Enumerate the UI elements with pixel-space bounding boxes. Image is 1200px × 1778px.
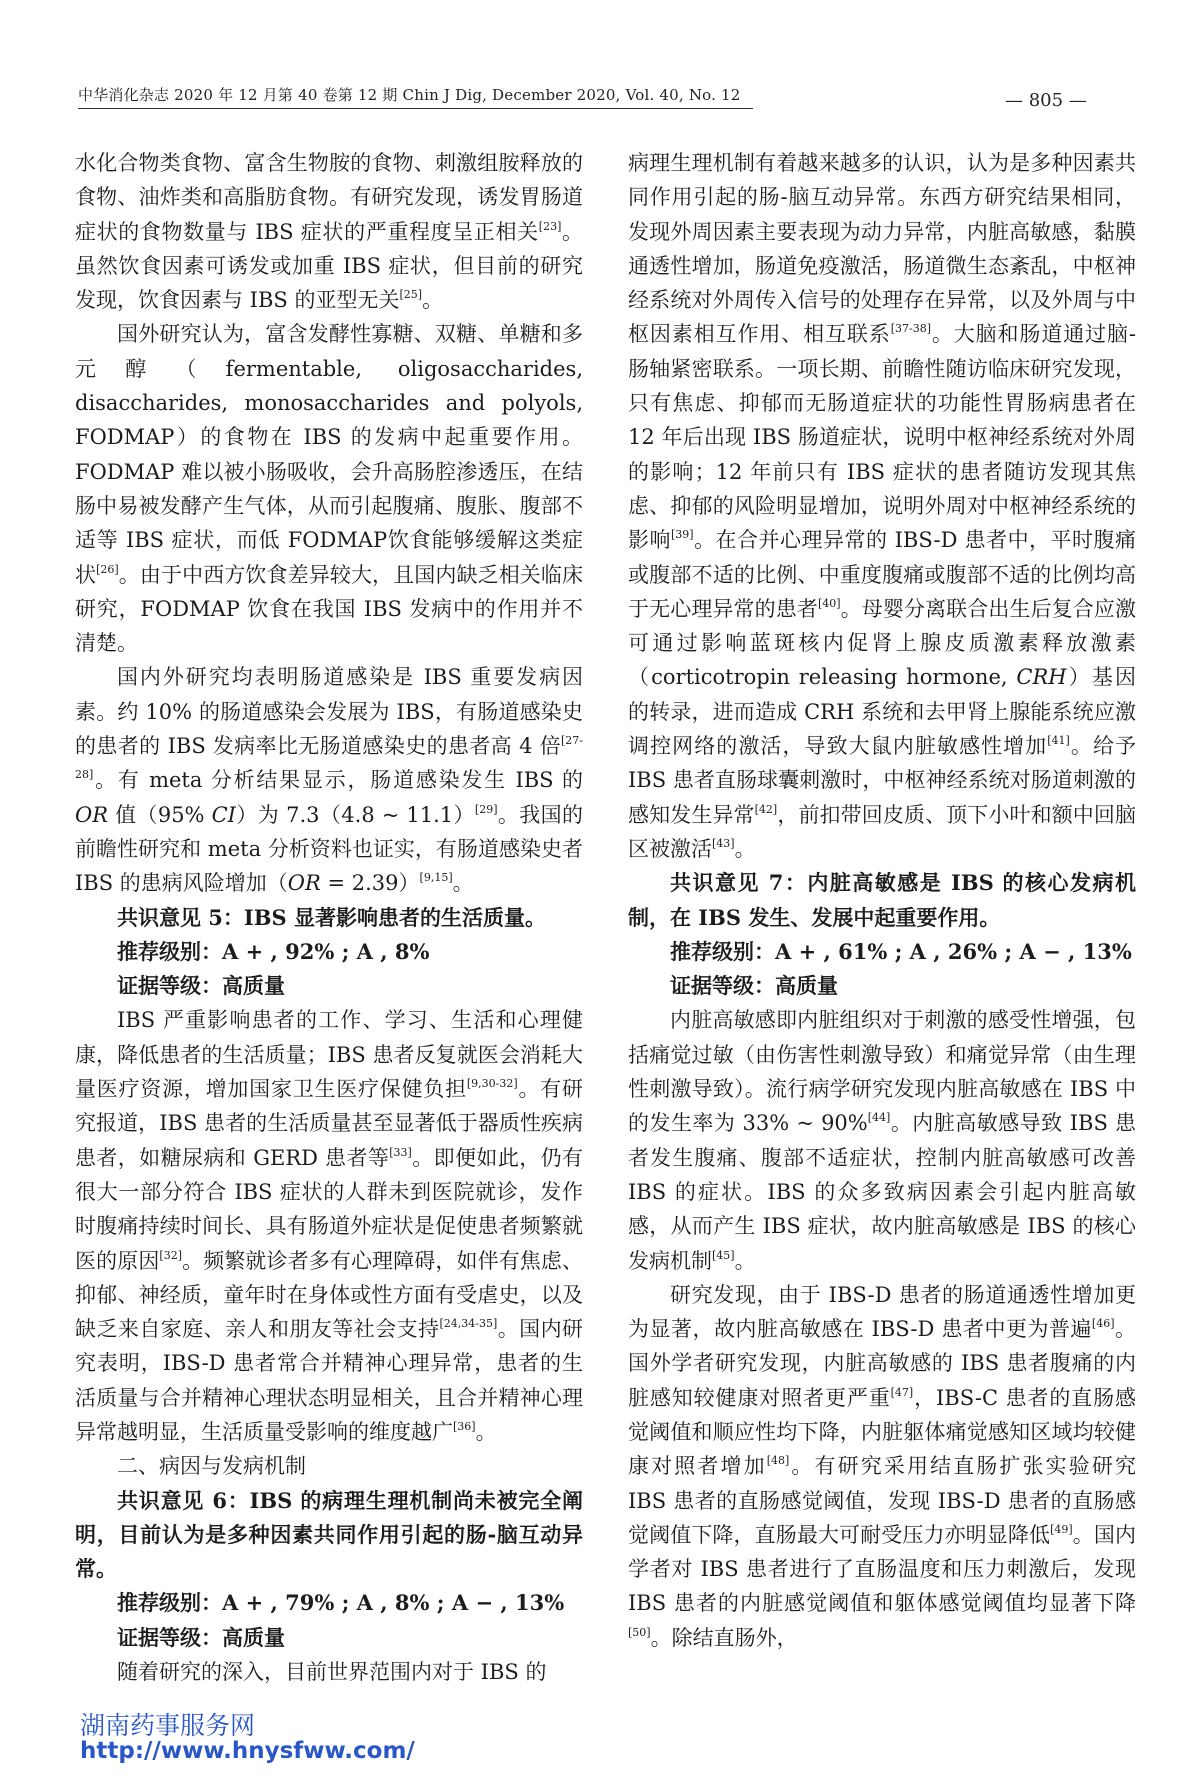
- text-run: 病理生理机制有着越来越多的认识，认为是多种因素共同作用引起的肠-脑互动异常。东西方研究结果相同，发现外周因素主要表现为动力异常，内脏高敏感，黏膜通透性增加，肠道免疫激活，肠道微生态紊乱，中枢神经系统对外周传入信号的处理存在异常，以及外周与中枢因素相互作用、相互联系: [628, 151, 1136, 347]
- page-number: — 805 —: [1005, 90, 1087, 111]
- citation-ref: [46]: [1091, 1317, 1115, 1331]
- citation-ref: [24,34-35]: [439, 1317, 498, 1331]
- text-run: 推荐级别：A + , 61% ; A , 26% ; A − , 13%: [670, 938, 1132, 964]
- text-run: 。虽然饮食因素可诱发或加重 IBS 症状，但目前的研究发现，饮食因素与 IBS 的亚型无关: [75, 219, 584, 313]
- text-run: 随着研究的深入，目前世界范围内对于 IBS 的: [117, 1660, 547, 1685]
- citation-ref: [26]: [96, 562, 119, 576]
- citation-ref: [45]: [712, 1248, 735, 1262]
- citation-ref: [23]: [538, 219, 562, 233]
- paragraph: [75, 1449, 583, 1483]
- citation-ref: [33]: [389, 1145, 412, 1159]
- italic-term: CI: [211, 802, 236, 827]
- text-run: ，IBS-C 患者的直肠感觉阈值和顺应性均下降，内脏躯体痛觉感知区域均较健康对照者增加: [628, 1385, 1136, 1479]
- citation-ref: [32]: [159, 1248, 183, 1262]
- running-header: 中华消化杂志 2020 年 12 月第 40 卷第 12 期 Chin J Dig, December 2020, Vol. 40, No. 12: [78, 86, 741, 104]
- text-run: 证据等级：高质量: [670, 973, 838, 999]
- watermark-site-name: 湖南药事服务网: [80, 1711, 256, 1740]
- text-run: 证据等级：高质量: [117, 973, 285, 999]
- text-run: 共识意见 6：IBS 的病理生理机制尚未被完全阐明，目前认为是多种因素共同作用引起的肠-脑互动异常。: [75, 1487, 583, 1582]
- text-run: 。由于中西方饮食差异较大，且国内缺乏相关临床研究，FODMAP 饮食在我国 IBS 发病中的作用并不清楚。: [75, 562, 584, 656]
- text-run: 。: [475, 1419, 497, 1444]
- text-run: ，前扣带回皮质、顶下小叶和额中回脑区被激活: [628, 802, 1137, 861]
- paragraph: [628, 146, 1136, 866]
- text-run: 证据等级：高质量: [117, 1624, 285, 1650]
- citation-ref: [43]: [712, 836, 735, 850]
- paragraph: [628, 1003, 1136, 1277]
- header-rule: [78, 108, 753, 109]
- text-run: 值（95%: [108, 802, 212, 827]
- text-run: ）基因的转录，进而造成 CRH 系统和去甲肾上腺能系统应激调控网络的激活，导致大鼠内脏敏感性增加: [628, 665, 1136, 759]
- text-run: 二、病因与发病机制: [117, 1454, 306, 1479]
- text-run: 。: [422, 288, 444, 313]
- text-run: 。: [452, 871, 474, 896]
- text-run: 国内外研究均表明肠道感染是 IBS 重要发病因素。约 10% 的肠道感染会发展为 IBS，有肠道感染史的患者的 IBS 发病率比无肠道感染史的患者高 4 倍: [75, 665, 583, 759]
- text-run: 。: [734, 836, 756, 861]
- citation-ref: [50]: [628, 1625, 651, 1639]
- paragraph: [75, 1655, 583, 1689]
- text-run: 推荐级别：A + , 92% ; A , 8%: [117, 938, 430, 964]
- text-run: 。国外学者研究发现，内脏高敏感的 IBS 患者腹痛的内脏感知较健康对照者更严重: [628, 1317, 1137, 1410]
- text-run: 。在合并心理异常的 IBS-D 患者中，平时腹痛或腹部不适的比例、中重度腹痛或腹部不适的比例均高于无心理异常的患者: [628, 528, 1137, 621]
- paragraph: [628, 1278, 1136, 1655]
- text-run: 。大脑和肠道通过脑-肠轴紧密联系。一项长期、前瞻性随访临床研究发现，只有焦虑、抑郁而无肠道症状的功能性胃肠病患者在 12 年后出现 IBS 肠道症状，说明中枢神经系统对外周的影响；12 年前只有 IBS 症状的患者随访发现其焦虑、抑郁的风险明显增加，说明外周对中枢神经系统的影响: [628, 322, 1136, 553]
- text-run: 。我国的前瞻性研究和 meta 分析资料也证实，有肠道感染史者 IBS 的患病风险增加（: [75, 802, 584, 896]
- italic-term: OR: [287, 871, 321, 896]
- text-run: 。有 meta 分析结果显示，肠道感染发生 IBS 的: [93, 768, 583, 793]
- text-run: 。国内学者对 IBS 患者进行了直肠温度和压力刺激后，发现 IBS 患者的内脏感觉阈值和躯体感觉阈值均显著下降: [628, 1522, 1137, 1616]
- text-run: 。有研究报道，IBS 患者的生活质量甚至显著低于器质性疾病患者，如糖尿病和 GERD 患者等: [75, 1077, 584, 1170]
- paragraph: [75, 660, 583, 900]
- citation-ref: [40]: [817, 596, 841, 610]
- citation-ref: [48]: [766, 1454, 790, 1468]
- citation-ref: [9,30-32]: [466, 1077, 518, 1091]
- text-run: 。国内研究表明，IBS-D 患者常合并精神心理异常，患者的生活质量与合并精神心理状态明显相关，且合并精神心理异常越明显，生活质量受影响的维度越广: [75, 1317, 584, 1444]
- text-run: = 2.39）: [320, 871, 420, 896]
- paragraph: [75, 1484, 583, 1587]
- citation-ref: [37-38]: [890, 322, 931, 336]
- text-run: ）为 7.3（4.8 ~ 11.1）: [235, 802, 475, 827]
- citation-ref: [42]: [754, 802, 778, 816]
- text-run: 。除结直肠外，: [650, 1625, 798, 1650]
- paragraph: [628, 866, 1136, 935]
- paragraph: [75, 969, 583, 1003]
- text-run: 研究发现，由于 IBS-D 患者的肠道通透性增加更为显著，故内脏高敏感在 IBS-D 患者中更为普遍: [628, 1282, 1136, 1342]
- left-column: [75, 146, 583, 1689]
- paragraph: [628, 969, 1136, 1003]
- paragraph: [75, 901, 583, 935]
- citation-ref: [49]: [1050, 1522, 1073, 1536]
- watermark-url[interactable]: http://www.hnysfww.com/: [80, 1738, 415, 1764]
- text-run: 。给予 IBS 患者直肠球囊刺激时，中枢神经系统对肠道刺激的感知发生异常: [628, 734, 1137, 827]
- citation-ref: [47]: [890, 1385, 914, 1399]
- paragraph: [75, 1003, 583, 1449]
- citation-ref: [25]: [399, 288, 423, 302]
- text-run: 共识意见 7：内脏高敏感是 IBS 的核心发病机制，在 IBS 发生、发展中起重要作用。: [628, 870, 1136, 930]
- citation-ref: [29]: [474, 802, 498, 816]
- text-run: 国外研究认为，富含发酵性寡糖、双糖、单糖和多元醇（fermentable, oligosaccharides, disaccharides, monosaccharides and polyols, FODMAP）的食物在 IBS 的发病中起重要作用。FODMAP 难以被小肠吸收，会升高肠腔渗透压，在结肠中易被发酵产生气体，从而引起腹痛、腹胀、腹部不适等 IBS 症状，而低 FODMAP饮食能够缓解这类症状: [75, 322, 583, 587]
- text-run: IBS 严重影响患者的工作、学习、生活和心理健康，降低患者的生活质量；IBS 患者反复就医会消耗大量医疗资源，增加国家卫生医疗保健负担: [75, 1008, 583, 1102]
- citation-ref: [9,15]: [419, 871, 453, 885]
- italic-term: OR: [75, 802, 109, 827]
- text-run: 。内脏高敏感导致 IBS 患者发生腹痛、腹部不适症状，控制内脏高敏感可改善 IBS 的症状。IBS 的众多致病因素会引起内脏高敏感，从而产生 IBS 症状，故内脏高敏感是 IBS 的核心发病机制: [628, 1111, 1136, 1273]
- text-run: 水化合物类食物、富含生物胺的食物、刺激组胺释放的食物、油炸类和高脂肪食物。有研究发现，诱发胃肠道症状的食物数量与 IBS 症状的严重程度呈正相关: [75, 151, 583, 244]
- text-run: 共识意见 5：IBS 显著影响患者的生活质量。: [117, 904, 546, 930]
- paragraph: [75, 935, 583, 969]
- citation-ref: [41]: [1047, 734, 1070, 748]
- text-run: 。母婴分离联合出生后复合应激可通过影响蓝斑核内促肾上腺皮质激素释放激素（corticotropin releasing hormone,: [628, 596, 1137, 690]
- text-run: 内脏高敏感即内脏组织对于刺激的感受性增强，包括痛觉过敏（由伤害性刺激导致）和痛觉异常（由生理性刺激导致）。流行病学研究发现内脏高敏感在 IBS 中的发生率为 33% ~ 90%: [628, 1008, 1136, 1136]
- italic-term: CRH: [1016, 665, 1067, 690]
- text-run: 。: [734, 1248, 756, 1273]
- paragraph: [628, 935, 1136, 969]
- paragraph: [75, 146, 583, 317]
- paragraph: [75, 1621, 583, 1655]
- paragraph: [75, 317, 583, 660]
- right-column: [628, 146, 1136, 1655]
- text-run: 。频繁就诊者多有心理障碍，如伴有焦虑、抑郁、神经质，童年时在身体或性方面有受虐史，以及缺乏来自家庭、亲人和朋友等社会支持: [75, 1248, 584, 1342]
- text-run: 。即便如此，仍有很大一部分符合 IBS 症状的人群未到医院就诊，发作时腹痛持续时间长、具有肠道外症状是促使患者频繁就医的原因: [75, 1145, 584, 1273]
- text-run: 推荐级别：A + , 79% ; A , 8% ; A − , 13%: [117, 1590, 565, 1616]
- citation-ref: [44]: [867, 1111, 891, 1125]
- citation-ref: [39]: [670, 528, 694, 542]
- citation-ref: [36]: [453, 1419, 476, 1433]
- text-run: 。有研究采用结直肠扩张实验研究 IBS 患者的直肠感觉阈值，发现 IBS-D 患者的直肠感觉阈值下降，直肠最大可耐受压力亦明显降低: [628, 1454, 1136, 1547]
- citation-ref: [27-28]: [75, 734, 583, 782]
- paragraph: [75, 1586, 583, 1620]
